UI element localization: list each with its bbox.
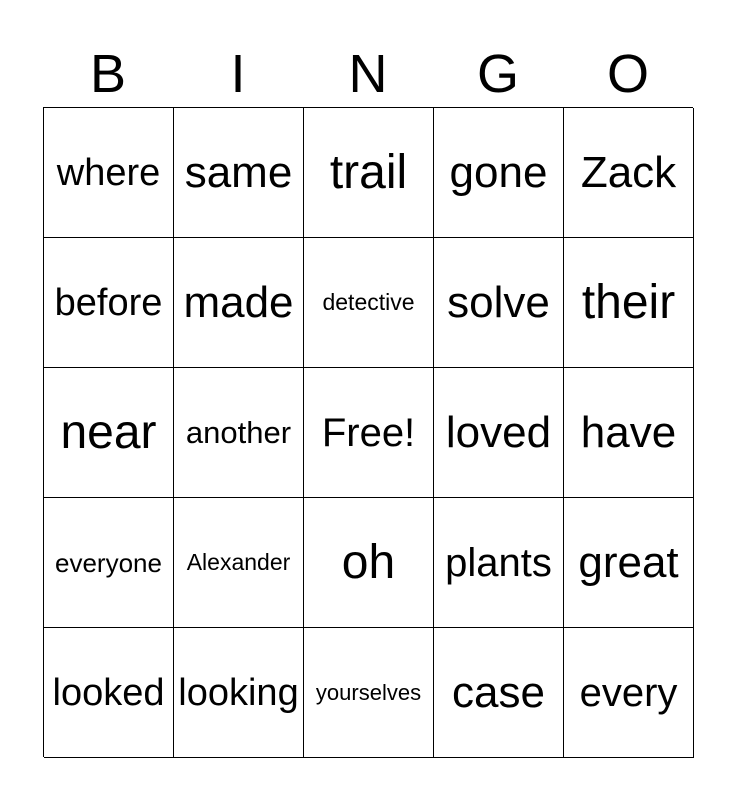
cell-word: plants bbox=[445, 540, 552, 585]
bingo-header bbox=[43, 40, 693, 108]
bingo-cell-r4c1[interactable] bbox=[44, 498, 174, 628]
bingo-cell-r2c1[interactable] bbox=[44, 238, 174, 368]
cell-word: case bbox=[452, 667, 545, 717]
bingo-cell-r2c2[interactable] bbox=[174, 238, 304, 368]
cell-word: yourselves bbox=[315, 679, 422, 705]
header-letter-i: I bbox=[230, 44, 246, 104]
cell-word: oh bbox=[341, 535, 396, 589]
cell-word: loved bbox=[445, 407, 552, 457]
cell-word: everyone bbox=[55, 547, 162, 578]
bingo-cell-r4c3[interactable] bbox=[304, 498, 434, 628]
cell-word: great bbox=[578, 537, 679, 587]
cell-word: every bbox=[579, 670, 678, 715]
bingo-cell-r2c5[interactable] bbox=[564, 238, 694, 368]
cell-word: before bbox=[54, 281, 163, 324]
bingo-cell-r2c3[interactable] bbox=[304, 238, 434, 368]
bingo-cell-r4c2[interactable] bbox=[174, 498, 304, 628]
bingo-cell-r3c4[interactable] bbox=[434, 368, 564, 498]
bingo-cell-r5c5[interactable] bbox=[564, 628, 694, 758]
bingo-board bbox=[43, 107, 693, 757]
cell-word: another bbox=[185, 415, 292, 450]
bingo-cell-r5c4[interactable] bbox=[434, 628, 564, 758]
bingo-cell-r5c2[interactable] bbox=[174, 628, 304, 758]
cell-word: looked bbox=[52, 671, 165, 714]
bingo-cell-r3c2[interactable] bbox=[174, 368, 304, 498]
bingo-cell-r5c1[interactable] bbox=[44, 628, 174, 758]
cell-word: where bbox=[56, 151, 161, 194]
cell-word: solve bbox=[447, 277, 550, 327]
cell-word: gone bbox=[449, 147, 548, 197]
bingo-cell-r1c4[interactable] bbox=[434, 108, 564, 238]
bingo-cell-r1c5[interactable] bbox=[564, 108, 694, 238]
bingo-cell-r3c1[interactable] bbox=[44, 368, 174, 498]
cell-word: made bbox=[183, 277, 294, 327]
cell-word: trail bbox=[329, 145, 408, 199]
cell-word: their bbox=[581, 275, 676, 329]
cell-word: near bbox=[60, 405, 157, 459]
header-letter-g: G bbox=[476, 44, 519, 104]
bingo-cell-r1c3[interactable] bbox=[304, 108, 434, 238]
bingo-cell-r1c2[interactable] bbox=[174, 108, 304, 238]
bingo-cell-r2c4[interactable] bbox=[434, 238, 564, 368]
cell-word: have bbox=[580, 407, 677, 457]
cell-word: Free! bbox=[321, 410, 416, 455]
bingo-cell-r1c1[interactable] bbox=[44, 108, 174, 238]
header-letter-o: O bbox=[606, 44, 649, 104]
bingo-cell-r3c3[interactable] bbox=[304, 368, 434, 498]
cell-word: Alexander bbox=[186, 549, 291, 575]
bingo-cell-r4c4[interactable] bbox=[434, 498, 564, 628]
cell-word: same bbox=[184, 147, 293, 197]
header-letter-b: B bbox=[89, 44, 127, 104]
bingo-cell-r5c3[interactable] bbox=[304, 628, 434, 758]
bingo-cell-r3c5[interactable] bbox=[564, 368, 694, 498]
bingo-cell-r4c5[interactable] bbox=[564, 498, 694, 628]
header-letter-n: N bbox=[348, 44, 388, 104]
cell-word: detective bbox=[322, 289, 415, 315]
cell-word: Zack bbox=[580, 147, 677, 197]
cell-word: looking bbox=[178, 671, 299, 714]
